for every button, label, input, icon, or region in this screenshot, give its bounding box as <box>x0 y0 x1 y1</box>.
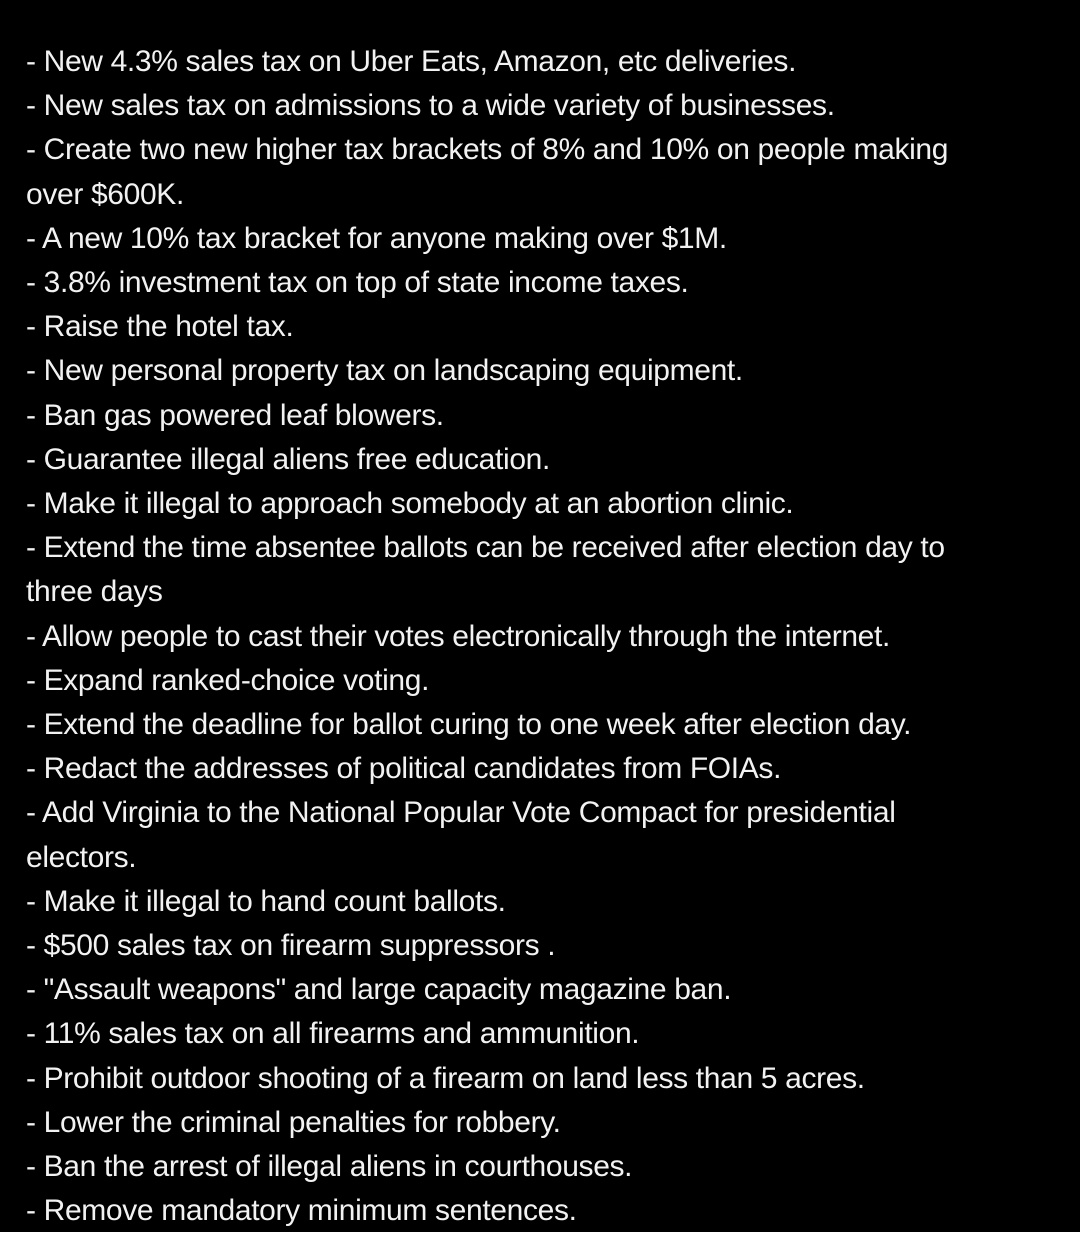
list-line: - Lower the criminal penalties for robbery. <box>26 1105 561 1139</box>
list-line: - New sales tax on admissions to a wide variety of businesses. <box>26 89 835 123</box>
list-line: - 3.8% investment tax on top of state income taxes. <box>26 266 689 300</box>
list-line: - Allow people to cast their votes electronically through the internet. <box>26 619 890 653</box>
list-line: electors. <box>26 840 137 874</box>
policy-list <box>26 40 1054 1233</box>
list-line: - Add Virginia to the National Popular Vote Compact for presidential <box>26 796 896 830</box>
bottom-border <box>0 1232 1080 1236</box>
list-line: - Make it illegal to approach somebody at an abortion clinic. <box>26 487 794 521</box>
list-line: - Make it illegal to hand count ballots. <box>26 884 506 918</box>
list-line: - Extend the deadline for ballot curing to one week after election day. <box>26 708 912 742</box>
list-line: three days <box>26 575 163 609</box>
list-line: - $500 sales tax on firearm suppressors . <box>26 929 556 963</box>
list-line: - Create two new higher tax brackets of 8% and 10% on people making <box>26 133 949 167</box>
list-line: - Redact the addresses of political candidates from FOIAs. <box>26 752 782 786</box>
list-line: - New personal property tax on landscaping equipment. <box>26 354 743 388</box>
list-line: - "Assault weapons" and large capacity magazine ban. <box>26 973 732 1007</box>
list-line: - Expand ranked-choice voting. <box>26 663 430 697</box>
list-line: over $600K. <box>26 177 184 211</box>
list-line: - A new 10% tax bracket for anyone making over $1M. <box>26 221 727 255</box>
list-line: - Raise the hotel tax. <box>26 310 294 344</box>
list-line: - Ban the arrest of illegal aliens in courthouses. <box>26 1150 633 1184</box>
list-line: - 11% sales tax on all firearms and ammunition. <box>26 1017 640 1051</box>
list-line: - Guarantee illegal aliens free education. <box>26 442 550 476</box>
list-line: - Prohibit outdoor shooting of a firearm on land less than 5 acres. <box>26 1061 865 1095</box>
list-line: - Remove mandatory minimum sentences. <box>26 1194 577 1228</box>
list-line: - Extend the time absentee ballots can be received after election day to <box>26 531 945 565</box>
list-line: - Ban gas powered leaf blowers. <box>26 398 444 432</box>
list-line: - New 4.3% sales tax on Uber Eats, Amazon, etc deliveries. <box>26 45 797 78</box>
